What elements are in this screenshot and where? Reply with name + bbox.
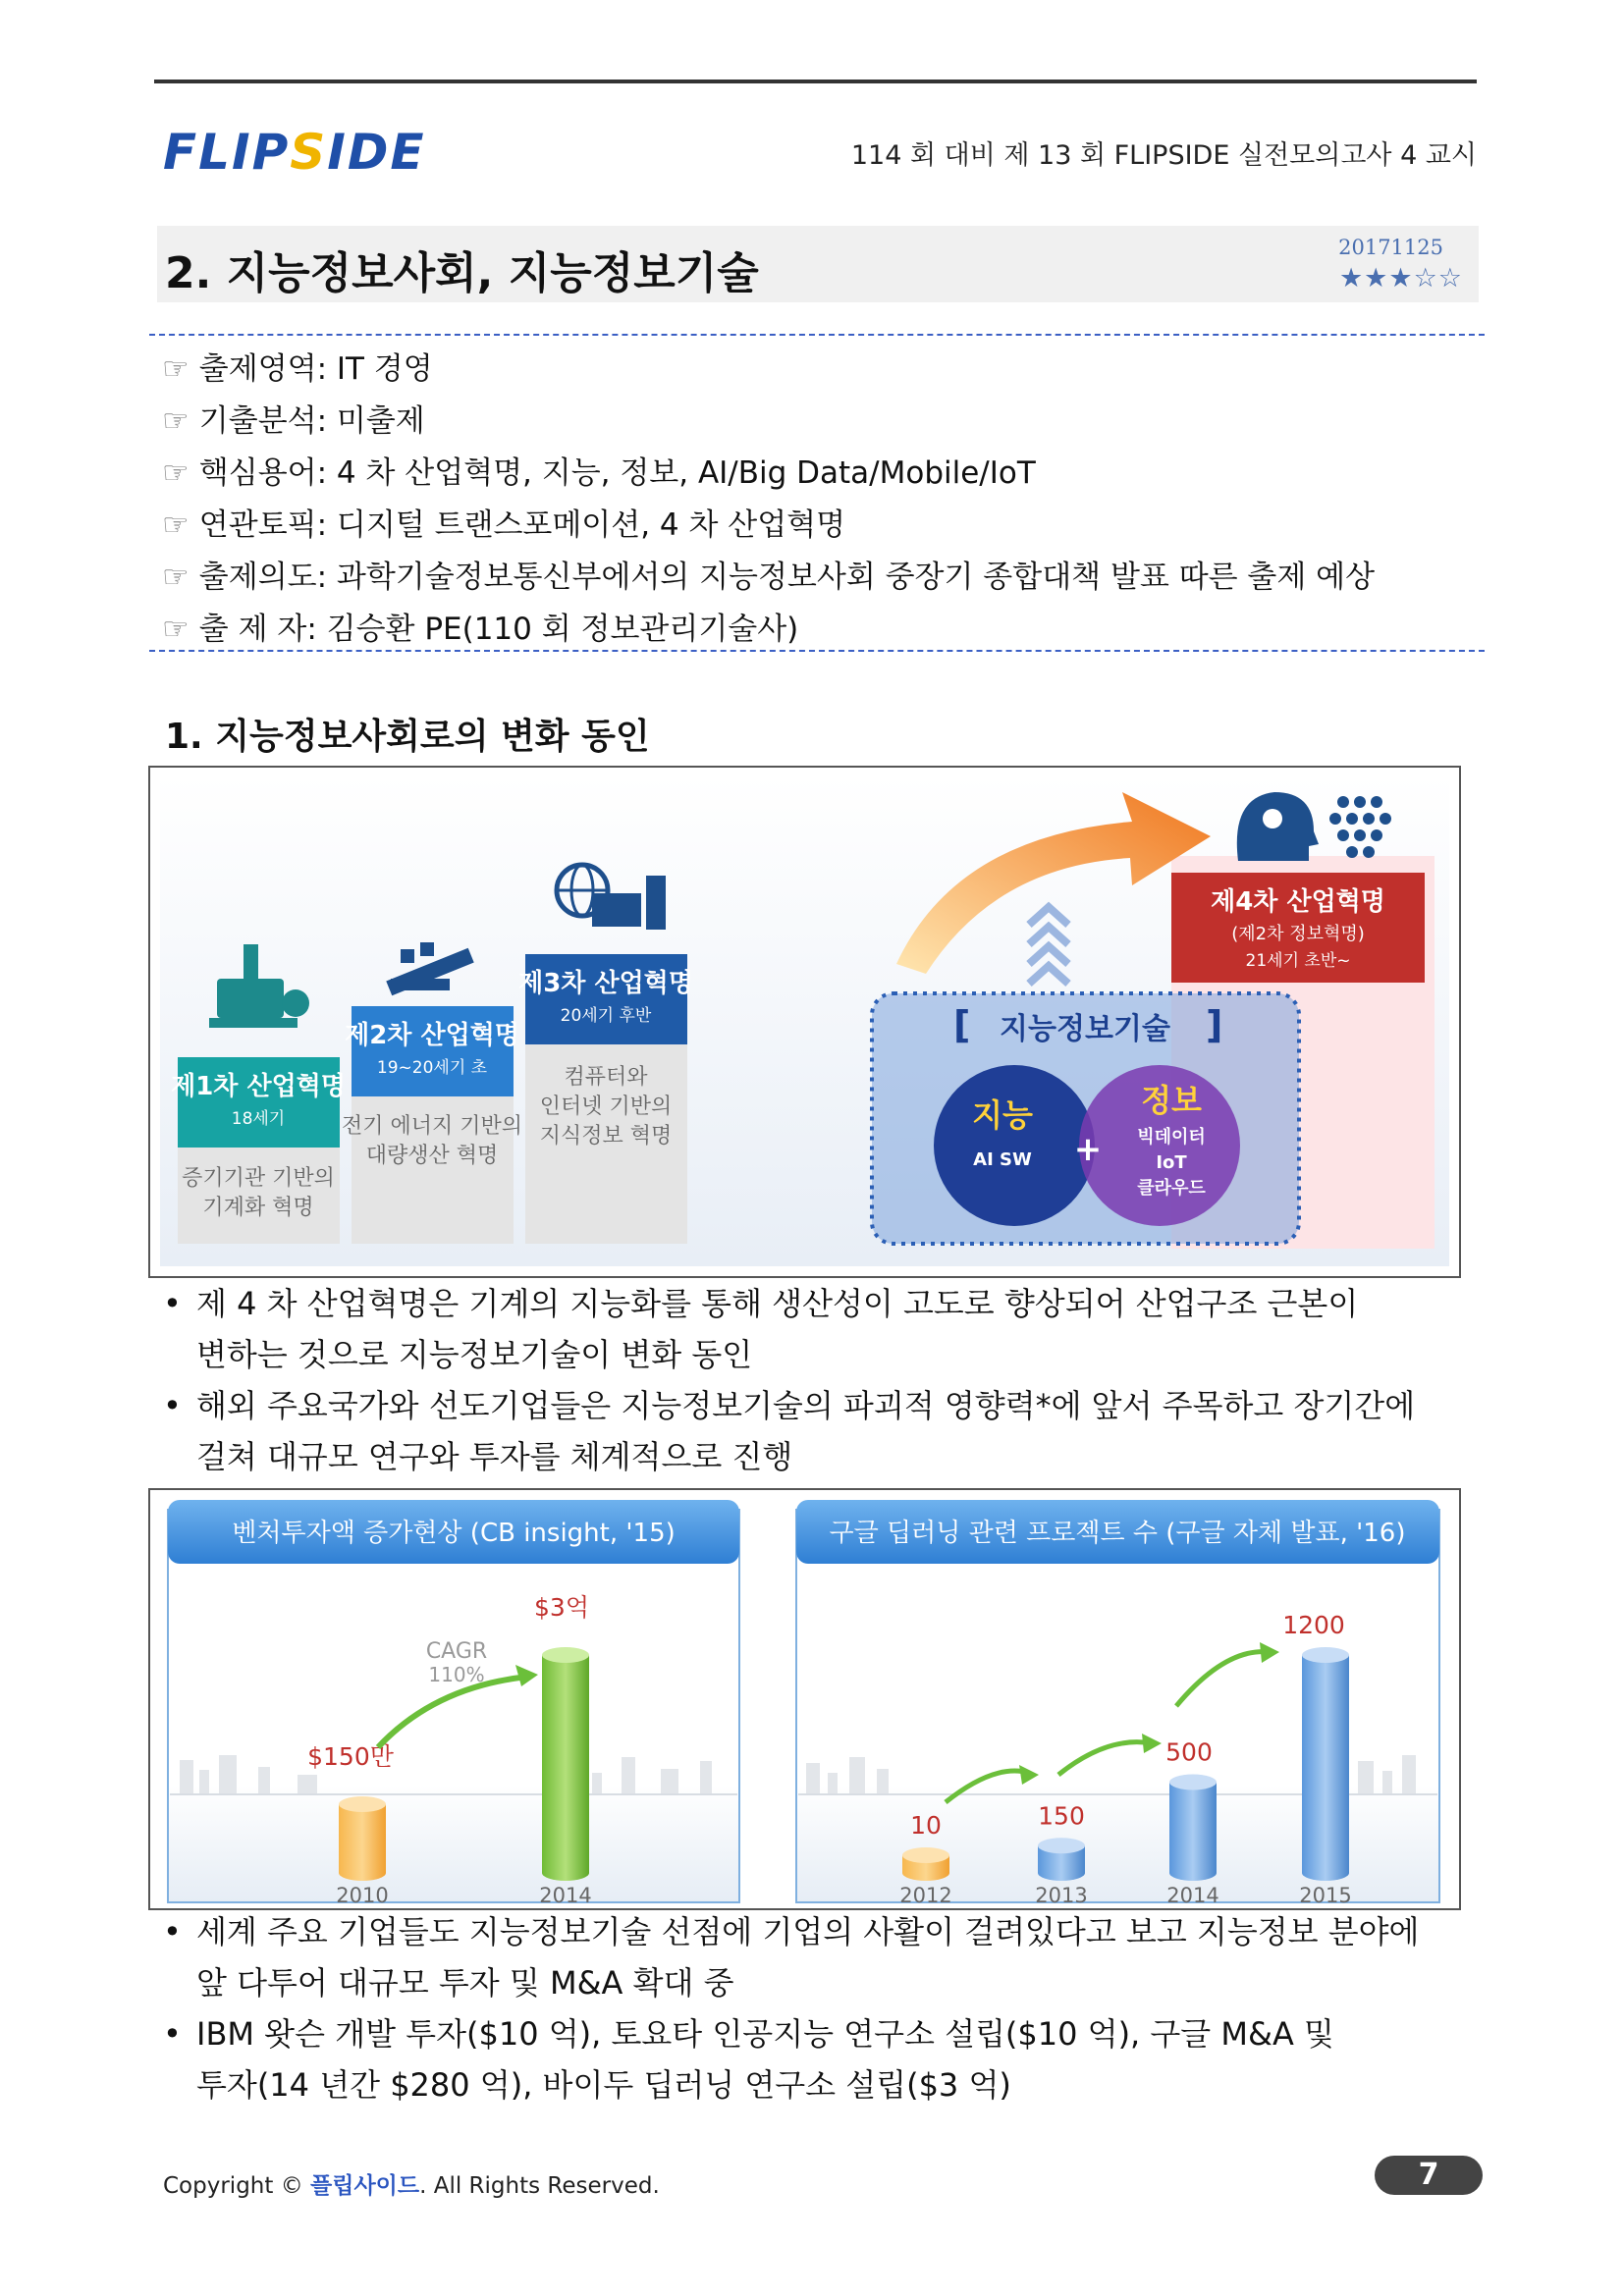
chart-data-label: 10 [910, 1811, 942, 1840]
chart1-panel [168, 1510, 739, 1902]
intelligence-circle [934, 1065, 1095, 1226]
copyright: Copyright © 플립사이드. All Rights Reserved. [163, 2173, 660, 2199]
pointing-hand-icon: ☞ [162, 403, 189, 439]
chart-data-label: 500 [1165, 1737, 1213, 1767]
meta-item-analysis: ☞ 기출분석: 미출제 [162, 403, 425, 439]
chart-bar-base [542, 1865, 589, 1881]
difficulty-stars: ★★★☆☆ [1338, 263, 1463, 294]
chart-bar-cap [902, 1847, 949, 1863]
pointing-hand-icon: ☞ [162, 455, 189, 491]
chart-x-tick: 2013 [1035, 1884, 1088, 1907]
chart-bar-2015 [1302, 1655, 1349, 1873]
r3-title: 제3차 산업혁명 [518, 969, 693, 998]
pointing-hand-icon: ☞ [162, 560, 189, 595]
meta-item-keywords: ☞ 핵심용어: 4 차 산업혁명, 지능, 정보, AI/Big Data/Mobile/IoT [162, 455, 1036, 491]
tech-label: 지능정보기술 [1000, 1012, 1170, 1046]
chart-bar-cap [1169, 1775, 1217, 1790]
chart2-title: 구글 딥러닝 관련 프로젝트 수 (구글 자체 발표, '16) [829, 1519, 1406, 1548]
pointing-hand-icon: ☞ [162, 351, 189, 387]
chart1-cagr-label: CAGR [425, 1639, 488, 1664]
exam-info: 114 회 대비 제 13 회 FLIPSIDE 실전모의고사 4 교시 [850, 140, 1477, 171]
r3-desc1: 컴퓨터와 [564, 1065, 648, 1090]
r3-header [525, 954, 687, 1044]
chart-bar-cap [1302, 1647, 1349, 1663]
chart-x-tick: 2010 [336, 1884, 389, 1907]
chart-bar-2010 [339, 1804, 386, 1873]
info-l3: 클라우드 [1137, 1178, 1206, 1199]
chart-data-label: $150만 [307, 1742, 394, 1771]
date-label: 20171125 [1338, 236, 1443, 259]
chart-x-tick: 2014 [539, 1884, 592, 1907]
page-number: 7 [1375, 2156, 1483, 2195]
r2-title: 제2차 산업혁명 [345, 1021, 519, 1050]
info-l1: 빅데이터 [1137, 1127, 1206, 1148]
info-title: 정보 [1141, 1082, 1202, 1119]
meta-item-author: ☞ 출 제 자: 김승환 PE(110 회 정보관리기술사) [162, 612, 799, 647]
bullet-continuation: 앞 다투어 대규모 투자 및 M&A 확대 중 [196, 1964, 734, 2002]
r2-period: 19~20세기 초 [376, 1058, 488, 1078]
chart-bar-base [1038, 1865, 1085, 1881]
chart-bar-base [339, 1865, 386, 1881]
chart-x-tick: 2012 [899, 1884, 952, 1907]
r1-desc1: 증기기관 기반의 [182, 1166, 335, 1191]
chart-bar-cap [339, 1796, 386, 1812]
chart-data-label: 1200 [1282, 1611, 1345, 1639]
dashed-divider-top [149, 334, 1485, 336]
r1-title: 제1차 산업혁명 [171, 1072, 346, 1101]
bullet-item: • 세계 주요 기업들도 지능정보기술 선점에 기업의 사활이 걸려있다고 보고 지능정보 분야에 [163, 1913, 1420, 1950]
r2-desc2: 대량생산 혁명 [365, 1144, 499, 1168]
bullet-item: • 해외 주요국가와 선도기업들은 지능정보기술의 파괴적 영향력*에 앞서 주목하고 장기간에 [163, 1387, 1416, 1424]
chart-data-label: $3억 [534, 1593, 589, 1622]
chart-bar-base [902, 1865, 949, 1881]
plus-icon: + [1073, 1130, 1103, 1169]
pointing-hand-icon: ☞ [162, 612, 189, 647]
meta-item-related: ☞ 연관토픽: 디지털 트랜스포메이션, 4 차 산업혁명 [162, 507, 846, 543]
chart-bar-base [1302, 1865, 1349, 1881]
meta-item-area: ☞ 출제영역: IT 경영 [162, 351, 433, 387]
charts-svg [150, 1490, 1459, 1908]
chart-bar-2014 [1169, 1783, 1217, 1874]
chart1-cagr-value: 110% [428, 1663, 485, 1686]
bullet-item: • 제 4 차 산업혁명은 기계의 지능화를 통해 생산성이 고도로 향상되어 산업구조 근본이 [163, 1285, 1359, 1322]
meta-item-intent: ☞ 출제의도: 과학기술정보통신부에서의 지능정보사회 중장기 종합대책 발표 따른 출제 예상 [162, 560, 1376, 595]
charts-figure [148, 1488, 1461, 1910]
intel-title: 지능 [972, 1096, 1033, 1134]
r1-desc2: 기계화 혁명 [202, 1196, 314, 1220]
pointing-hand-icon: ☞ [162, 507, 189, 543]
r3-desc2: 인터넷 기반의 [539, 1095, 673, 1119]
r4-sub: (제2차 정보혁명) [1231, 924, 1365, 944]
tech-bracket-right: ] [1206, 1003, 1223, 1046]
dashed-divider-bottom [149, 650, 1485, 652]
section-heading: 1. 지능정보사회로의 변화 동인 [165, 717, 650, 757]
chart-x-tick: 2014 [1166, 1884, 1219, 1907]
r2-desc1: 전기 에너지 기반의 [341, 1114, 523, 1139]
chart-bar-cap [1038, 1838, 1085, 1853]
chart-bar-2014 [542, 1655, 589, 1873]
r4-title: 제4차 산업혁명 [1211, 887, 1385, 917]
r4-period: 21세기 초반~ [1245, 951, 1351, 971]
bullet-continuation: 걸쳐 대규모 연구와 투자를 체계적으로 진행 [196, 1438, 793, 1475]
chart-x-tick: 2015 [1299, 1884, 1352, 1907]
page-title: 2. 지능정보사회, 지능정보기술 [165, 248, 759, 298]
chart-data-label: 150 [1038, 1801, 1085, 1831]
chart1-title: 벤처투자액 증가현상 (CB insight, '15) [232, 1519, 676, 1548]
bullet-continuation: 변하는 것으로 지능정보기술이 변화 동인 [196, 1336, 753, 1373]
r1-period: 18세기 [231, 1109, 286, 1129]
r1-header [178, 1057, 340, 1148]
flipside-logo: FLIPSIDE [163, 124, 426, 181]
tech-bracket-left: [ [953, 1003, 971, 1046]
bullet-item: • IBM 왓슨 개발 투자($10 억), 토요타 인공지능 연구소 설립($10 억), 구글 M&A 및 [163, 2015, 1334, 2053]
intel-sub: AI SW [973, 1149, 1032, 1170]
r3-desc3: 지식정보 혁명 [539, 1124, 673, 1148]
chart-bar-cap [542, 1647, 589, 1663]
info-l2: IoT [1156, 1152, 1187, 1173]
chart-bar-base [1169, 1865, 1217, 1881]
r3-period: 20세기 후반 [560, 1006, 652, 1026]
r2-header [352, 1006, 514, 1096]
revolution-figure [148, 766, 1461, 1278]
revolution-illustration [150, 768, 1459, 1276]
top-rule [154, 80, 1477, 83]
bullet-continuation: 투자(14 년간 $280 억), 바이두 딥러닝 연구소 설립($3 억) [196, 2066, 1011, 2104]
